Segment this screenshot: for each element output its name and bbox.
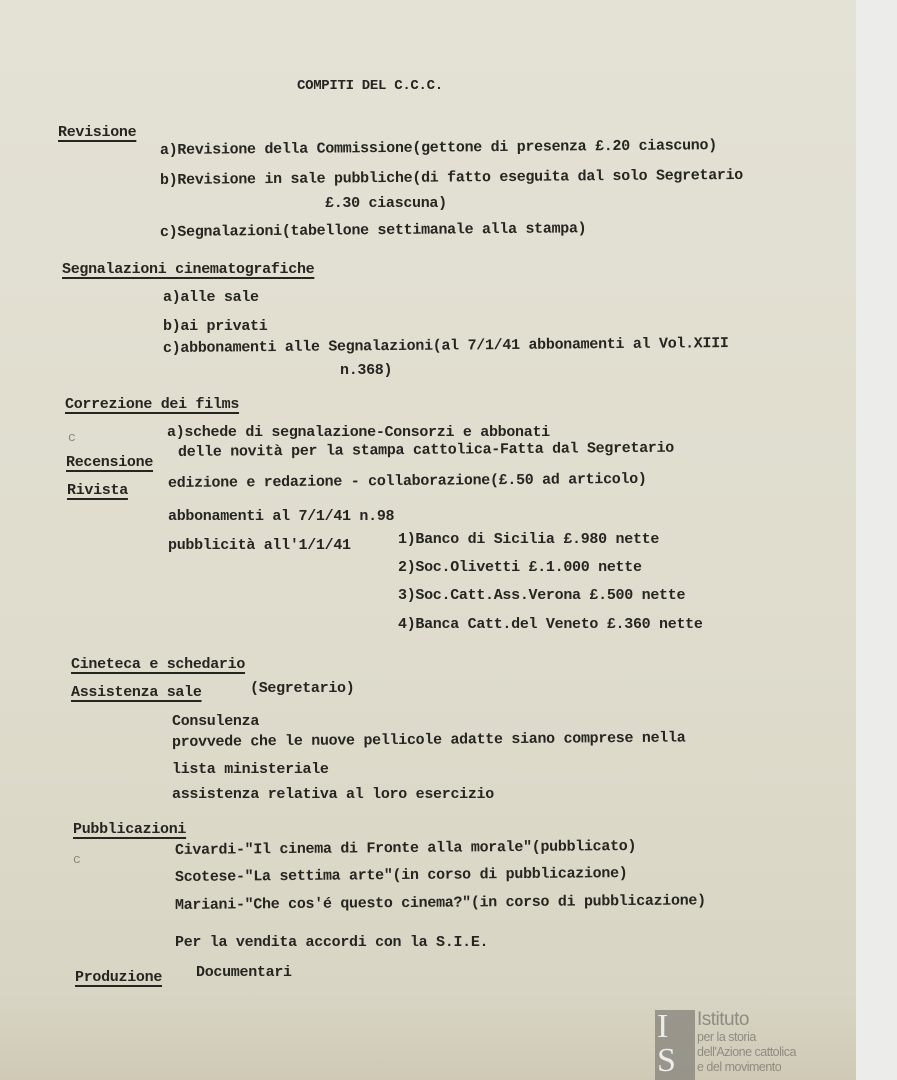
isacem-watermark-logo: I S Istituto per la storia dell'Azione cattolica e del movimento	[657, 1008, 796, 1079]
segnalazioni-b: b)ai privati	[163, 318, 268, 335]
ad-item: 1)Banco di Sicilia £.980 nette	[398, 531, 660, 548]
margin-mark: c	[73, 852, 81, 867]
ad-item: 4)Banca Catt.del Veneto £.360 nette	[398, 616, 703, 633]
heading-correzione: Correzione dei films	[65, 396, 240, 413]
logo-line: per la storia	[697, 1030, 756, 1044]
heading-cineteca: Cineteca e schedario	[71, 656, 246, 673]
revisione-a: a)Revisione della Commissione(gettone di presenza £.20 ciascuno)	[159, 137, 717, 159]
heading-assistenza: Assistenza sale	[71, 684, 202, 701]
ad-item: 2)Soc.Olivetti £.1.000 nette	[398, 559, 642, 576]
recensione-text: delle novità per la stampa cattolica-Fatta dal Segretario	[177, 439, 675, 461]
logo-line: dell'Azione cattolica	[697, 1045, 796, 1059]
heading-segnalazioni: Segnalazioni cinematografiche	[62, 261, 315, 278]
rivista-line1: edizione e redazione - collaborazione(£.50 ad articolo)	[167, 470, 647, 492]
heading-rivista: Rivista	[67, 482, 128, 499]
ad-item: 3)Soc.Catt.Ass.Verona £.500 nette	[398, 587, 686, 604]
assistenza-line1: Consulenza	[172, 713, 260, 730]
revisione-b: b)Revisione in sale pubbliche(di fatto eseguita dal solo Segretario	[159, 166, 744, 189]
revisione-b-cont: £.30 ciascuna)	[325, 195, 447, 212]
segnalazioni-c: c)abbonamenti alle Segnalazioni(al 7/1/41 abbonamenti al Vol.XIII	[162, 335, 729, 357]
segnalazioni-a: a)alle sale	[163, 289, 259, 306]
publication-item: Civardi-"Il cinema di Fronte alla morale"(pubblicato)	[174, 837, 637, 859]
heading-revisione: Revisione	[58, 124, 137, 141]
rivista-line2: abbonamenti al 7/1/41 n.98	[168, 508, 395, 525]
segnalazioni-c-cont: n.368)	[340, 362, 393, 379]
logo-line: e del movimento	[697, 1060, 782, 1074]
document-title: COMPITI DEL C.C.C.	[297, 78, 443, 94]
pubblicita-label: pubblicità all'1/1/41	[168, 537, 351, 554]
publication-item: Per la vendita accordi con la S.I.E.	[175, 934, 489, 951]
heading-recensione: Recensione	[66, 454, 154, 471]
revisione-c: c)Segnalazioni(tabellone settimanale alla stampa)	[159, 220, 587, 241]
assistenza-note: (Segretario)	[250, 680, 355, 697]
produzione-text: Documentari	[196, 964, 292, 981]
publication-item: Mariani-"Che cos'é questo cinema?"(in corso di pubblicazione)	[174, 892, 706, 914]
assistenza-line2: provvede che le nuove pellicole adatte siano comprese nella	[171, 729, 686, 751]
heading-pubblicazioni: Pubblicazioni	[73, 821, 187, 838]
publication-item: Scotese-"La settima arte"(in corso di pubblicazione)	[174, 865, 628, 886]
assistenza-line4: assistenza relativa al loro esercizio	[172, 786, 494, 803]
logo-line: Istituto	[697, 1009, 749, 1030]
margin-mark: c	[68, 430, 76, 445]
heading-produzione: Produzione	[75, 969, 163, 986]
correzione-a: a)schede di segnalazione-Consorzi e abbonati	[167, 424, 550, 441]
scan-background	[856, 0, 897, 1080]
assistenza-line3: lista ministeriale	[172, 761, 329, 778]
